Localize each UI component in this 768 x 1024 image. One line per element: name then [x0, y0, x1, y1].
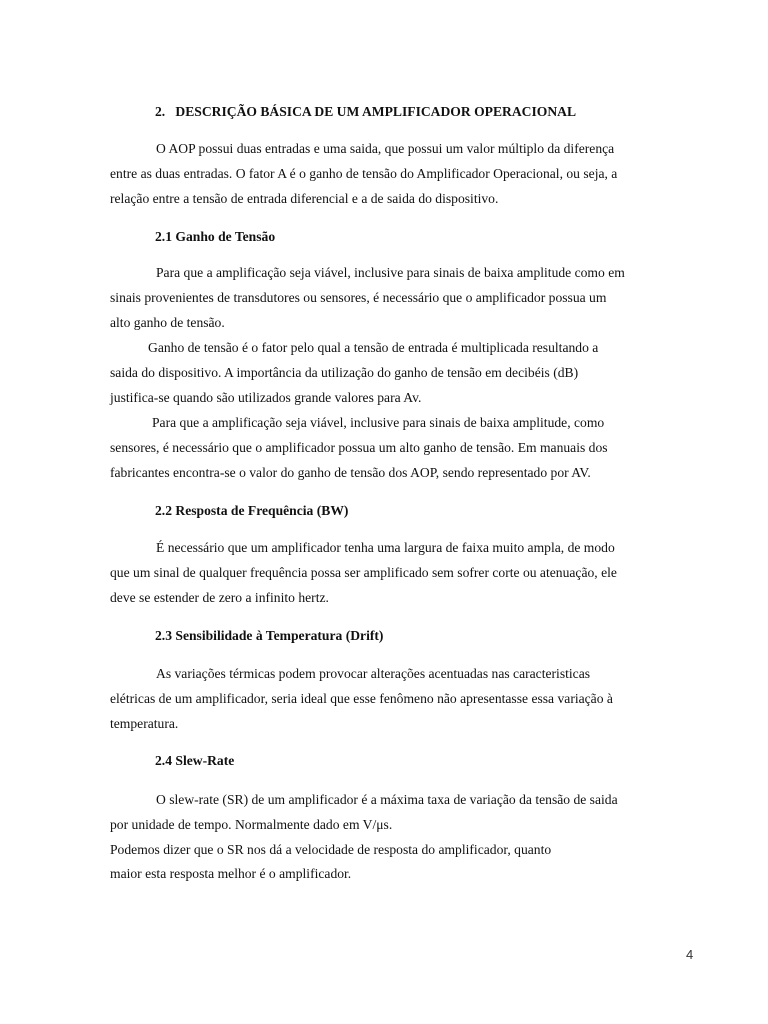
intro-line: entre as duas entradas. O fator A é o ganho de tensão do Amplificador Operacional, ou seja, a [110, 166, 618, 181]
subsection-heading: 2.4 Slew-Rate [155, 753, 235, 768]
paragraph-line: Ganho de tensão é o fator pelo qual a tensão de entrada é multiplicada resultando a [148, 340, 599, 355]
paragraph-line: temperatura. [110, 716, 179, 731]
intro-line: O AOP possui duas entradas e uma saida, que possui um valor múltiplo da diferença [156, 141, 615, 156]
intro-line: relação entre a tensão de entrada diferencial e a de saida do dispositivo. [110, 191, 499, 206]
subsection-heading: 2.3 Sensibilidade à Temperatura (Drift) [155, 628, 384, 643]
paragraph-line: Para que a amplificação seja viável, inclusive para sinais de baixa amplitude, como [152, 415, 605, 430]
section-heading: 2. DESCRIÇÃO BÁSICA DE UM AMPLIFICADOR OPERACIONAL [155, 104, 577, 119]
subsection-heading: 2.2 Resposta de Frequência (BW) [155, 503, 349, 518]
paragraph-line: saida do dispositivo. A importância da utilização do ganho de tensão em decibéis (dB) [110, 365, 579, 380]
paragraph-line: É necessário que um amplificador tenha uma largura de faixa muito ampla, de modo [156, 540, 615, 555]
paragraph-line: maior esta resposta melhor é o amplificador. [110, 866, 352, 881]
paragraph-line: sinais provenientes de transdutores ou sensores, é necessário que o amplificador possua um [110, 290, 607, 305]
paragraph-line: deve se estender de zero a infinito hertz. [110, 590, 329, 605]
paragraph-line: sensores, é necessário que o amplificador possua um alto ganho de tensão. Em manuais dos [110, 440, 608, 455]
page-number: 4 [686, 947, 694, 962]
paragraph-line: O slew-rate (SR) de um amplificador é a máxima taxa de variação da tensão de saida [156, 792, 618, 807]
paragraph-line: justifica-se quando são utilizados grande valores para Av. [110, 390, 422, 405]
paragraph-line: As variações térmicas podem provocar alterações acentuadas nas caracteristicas [156, 666, 591, 681]
paragraph-line: Podemos dizer que o SR nos dá a velocidade de resposta do amplificador, quanto [110, 842, 552, 857]
paragraph-line: alto ganho de tensão. [110, 315, 225, 330]
paragraph-line: por unidade de tempo. Normalmente dado em V/μs. [110, 817, 393, 832]
subsection-heading: 2.1 Ganho de Tensão [155, 229, 276, 244]
paragraph-line: elétricas de um amplificador, seria ideal que esse fenômeno não apresentasse essa variação à [110, 691, 613, 706]
paragraph-line: fabricantes encontra-se o valor do ganho de tensão dos AOP, sendo representado por AV. [110, 465, 591, 480]
paragraph-line: que um sinal de qualquer frequência possa ser amplificado sem sofrer corte ou atenuação, ele [110, 565, 617, 580]
paragraph-line: Para que a amplificação seja viável, inclusive para sinais de baixa amplitude como em [156, 265, 625, 280]
